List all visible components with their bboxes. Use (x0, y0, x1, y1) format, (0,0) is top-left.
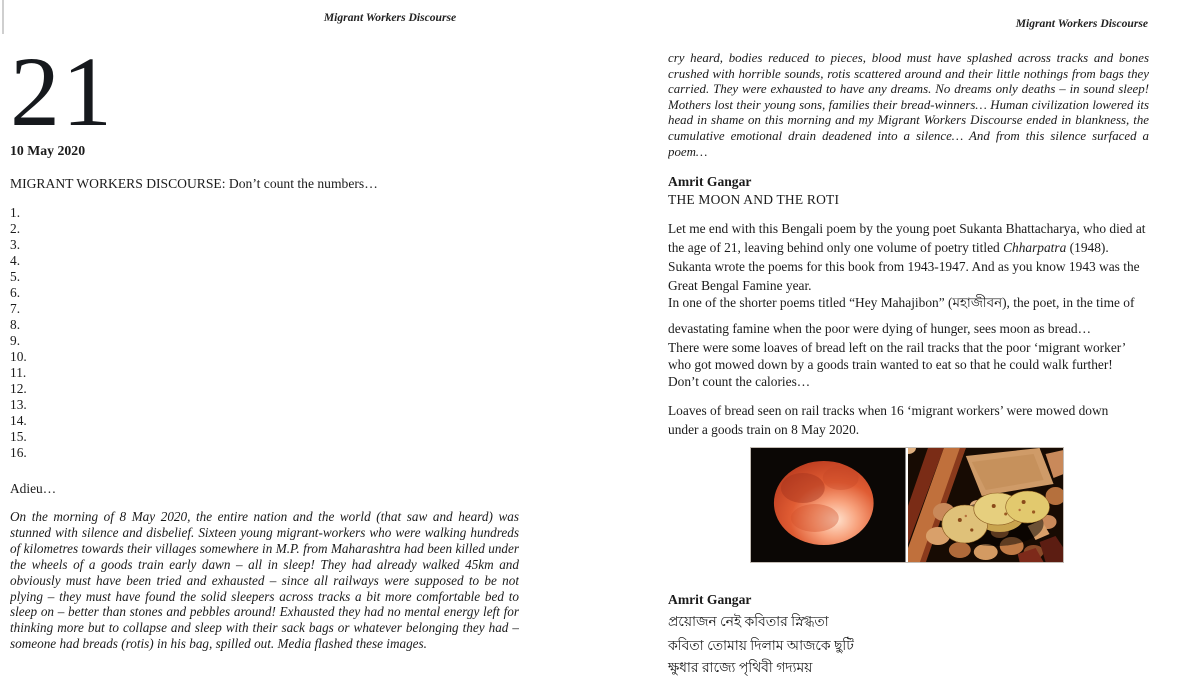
bengali-verse-line-1: প্রয়োজন নেই কবিতার স্নিগ্ধতা (668, 614, 829, 629)
left-page-paragraph: On the morning of 8 May 2020, the entire nation and the world (that saw and heard) was stunned with silence and disbelief. Sixteen young migrant-workers who were walking hundreds of kilometres towards their villages somewhere in M.P. from Maharashtra had been killed under the wheels of a goods train early dawn – all in sleep! They had already walked 45km and obviously must have been tried and exhausted – since all railways were supposed to be not plying – they must have found the solid sleepers across tracks a bit more comfortable bed to sleep on – better than stones and pebbles around! Exhausted they had no mental energy left for thinking more but to collapse and sleep with their sack bags or whatever belonging they had – someone had breads (rotis) in his bag, spilled out. Media flashed these images. (10, 509, 519, 652)
list-item: 6. (10, 285, 21, 300)
list-item: 12. (10, 381, 27, 396)
list-item: 16. (10, 445, 27, 460)
para-loaves: There were some loaves of bread left on the rail tracks that the poor ‘migrant worker’ who got mowed down by a goods train wanted to eat so that he could walk further! Don’t count the calories… (668, 340, 1126, 389)
photo-strip (750, 447, 1064, 563)
bengali-verse-line-2: কবিতা তোমায় দিলাম আজকে ছুটি (668, 638, 854, 653)
numbered-list (10, 205, 210, 461)
list-item: 1. (10, 205, 21, 220)
para-let-me-end-part2: (1948). Sukanta wrote the poems for this book from 1943-1947. And as you know 1943 was the Great Bengal Famine year. (668, 240, 1140, 293)
running-header-right: Migrant Workers Discourse (1015, 17, 1148, 30)
para-hey-mahajibon: In one of the shorter poems titled “Hey Mahajibon” (মহাজীবন), the poet, in the time of devastating famine when the poor were dying of hunger, sees moon as bread… (668, 295, 1135, 336)
list-item: 8. (10, 317, 21, 332)
para-let-me-end-part1: Let me end with this Bengali poem by the young poet Sukanta Bhattacharya, who died at the age of 21, leaving behind only one volume of poetry titled (668, 221, 1146, 255)
entry-date: 10 May 2020 (10, 143, 86, 158)
poem-title: THE MOON AND THE ROTI (668, 192, 840, 207)
list-item: 11. (10, 365, 27, 380)
list-item: 2. (10, 221, 21, 236)
list-item: 5. (10, 269, 21, 284)
rotis-on-rail-tracks-photo (908, 448, 1064, 562)
book-title-chharpatra: Chharpatra (1003, 240, 1067, 255)
screen-edge-artifact (2, 0, 4, 34)
para-let-me-end (668, 219, 1147, 295)
poet-name: Amrit Gangar (668, 592, 752, 607)
photo-caption: Loaves of bread seen on rail tracks when 16 ‘migrant workers’ were mowed down under a goods train on 8 May 2020. (668, 403, 1109, 437)
running-header-left: Migrant Workers Discourse (323, 11, 457, 24)
adieu-line: Adieu… (10, 481, 57, 496)
chapter-number: 21 (10, 36, 114, 147)
list-item: 9. (10, 333, 21, 348)
continuation-paragraph: cry heard, bodies reduced to pieces, blood must have splashed across tracks and bones crushed with horrible sounds, rotis scattered around and their little nothings from bags they carried. They were exhausted to have any dreams. No dreams only deaths – in sound sleep! Mothers lost their young sons, families their bread-winners… Human civilization lowered its head in shame on this morning and my Migrant Workers Discourse ended in blankness, the cumulative emotional drain deadened into a silence… And from this silence surfaced a poem… (668, 51, 1149, 159)
bengali-verse-line-3: ক্ষুধার রাজ্যে পৃথিবী গদ্যময় (668, 660, 813, 675)
list-item: 13. (10, 397, 27, 412)
list-item: 15. (10, 429, 27, 444)
list-item: 10. (10, 349, 27, 364)
list-item: 4. (10, 253, 21, 268)
author-name: Amrit Gangar (668, 174, 752, 189)
entry-title: MIGRANT WORKERS DISCOURSE: Don’t count the numbers… (10, 176, 378, 191)
list-item: 14. (10, 413, 27, 428)
list-item: 3. (10, 237, 21, 252)
list-item: 7. (10, 301, 21, 316)
blood-moon (774, 461, 874, 545)
blood-moon-photo (751, 448, 906, 562)
